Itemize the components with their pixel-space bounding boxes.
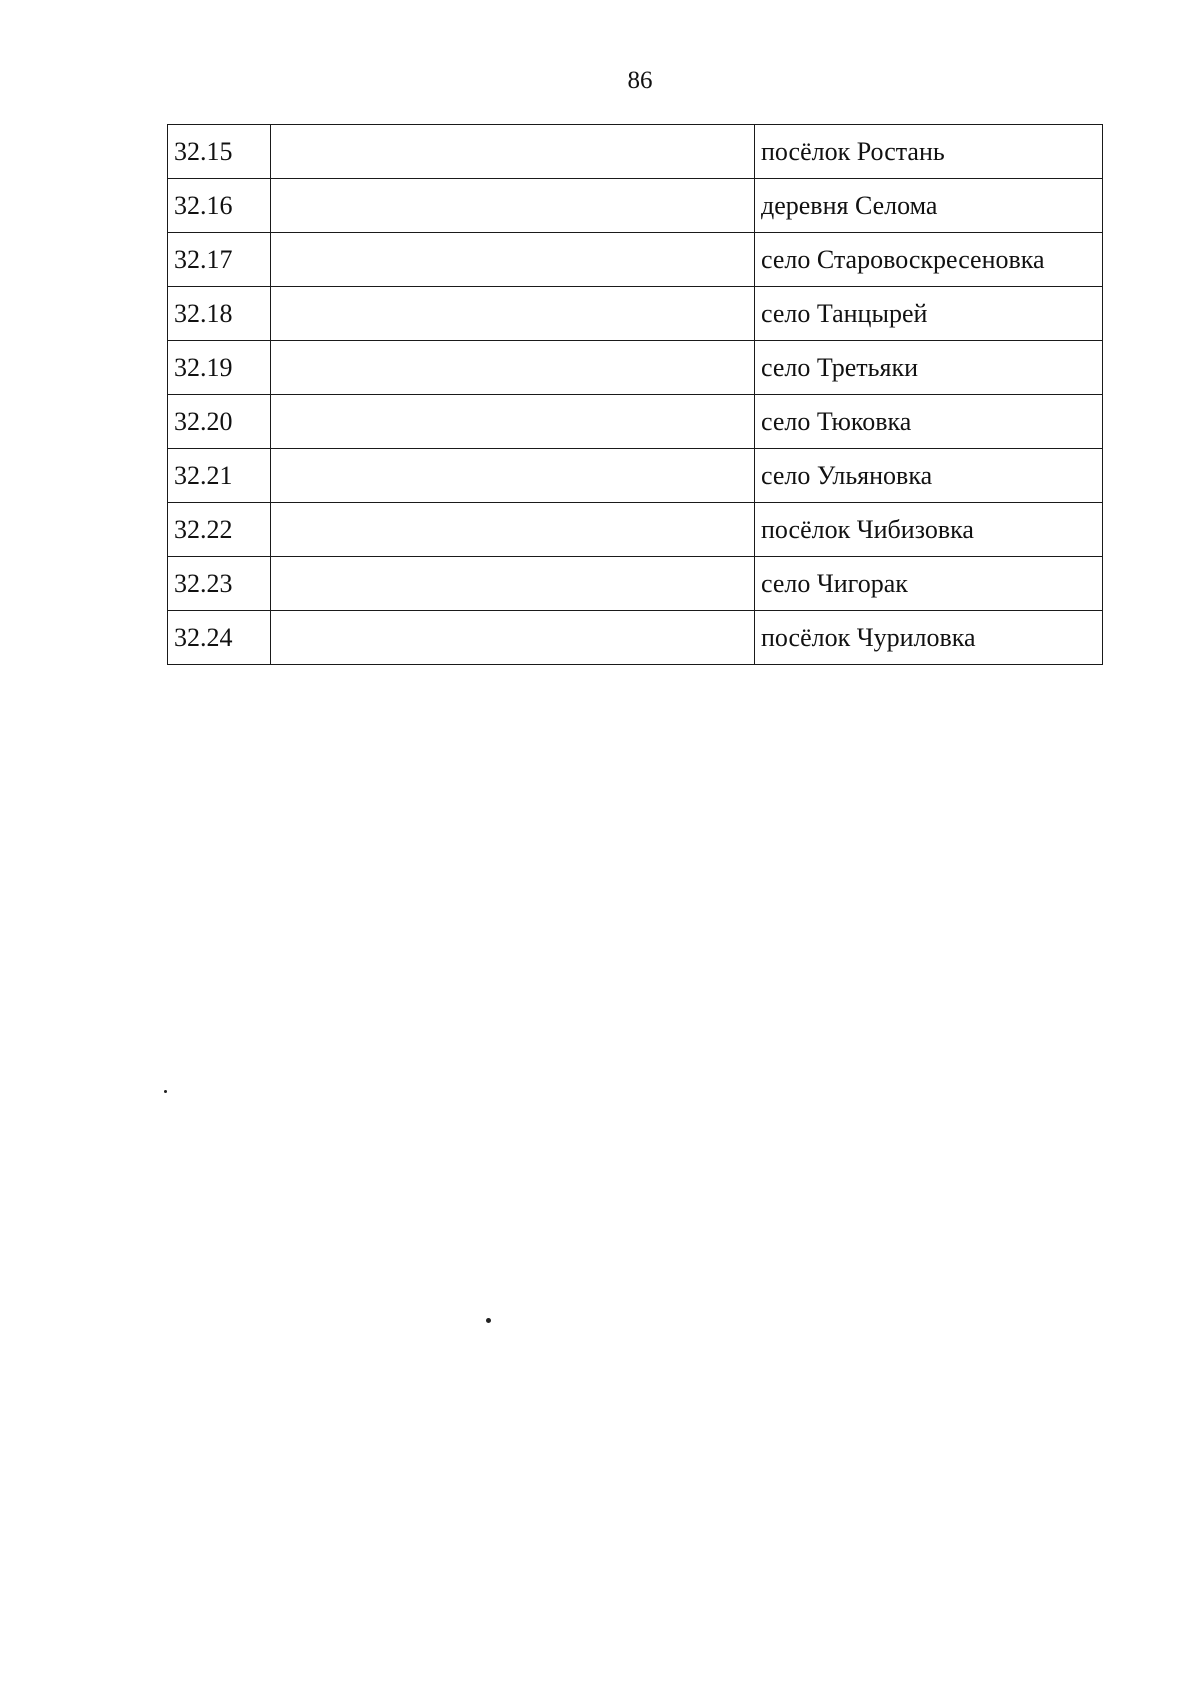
row-number-cell: 32.22 [168, 503, 271, 557]
table-row [168, 611, 1103, 665]
settlement-name-cell: село Тюковка [755, 395, 1103, 449]
empty-cell [271, 611, 755, 665]
settlements-table [167, 124, 1103, 665]
empty-cell [271, 341, 755, 395]
scan-speck [486, 1318, 491, 1323]
settlement-name-cell: село Третьяки [755, 341, 1103, 395]
empty-cell [271, 287, 755, 341]
table-row [168, 179, 1103, 233]
settlement-name-cell: село Ульяновка [755, 449, 1103, 503]
scan-speck [164, 1090, 167, 1093]
row-number-cell: 32.17 [168, 233, 271, 287]
empty-cell [271, 449, 755, 503]
empty-cell [271, 179, 755, 233]
table-row [168, 125, 1103, 179]
row-number-cell: 32.21 [168, 449, 271, 503]
table-row [168, 449, 1103, 503]
settlement-name-cell: деревня Селома [755, 179, 1103, 233]
table-row [168, 557, 1103, 611]
settlement-name-cell: село Танцырей [755, 287, 1103, 341]
settlement-name-cell: посёлок Чуриловка [755, 611, 1103, 665]
table-row [168, 341, 1103, 395]
empty-cell [271, 557, 755, 611]
row-number-cell: 32.16 [168, 179, 271, 233]
row-number-cell: 32.15 [168, 125, 271, 179]
settlement-name-cell: посёлок Чибизовка [755, 503, 1103, 557]
row-number-cell: 32.23 [168, 557, 271, 611]
row-number-cell: 32.24 [168, 611, 271, 665]
settlement-name-cell: село Старовоскресеновка [755, 233, 1103, 287]
empty-cell [271, 233, 755, 287]
table-row [168, 395, 1103, 449]
row-number-cell: 32.19 [168, 341, 271, 395]
empty-cell [271, 503, 755, 557]
settlement-name-cell: посёлок Ростань [755, 125, 1103, 179]
empty-cell [271, 125, 755, 179]
row-number-cell: 32.20 [168, 395, 271, 449]
settlement-name-cell: село Чигорак [755, 557, 1103, 611]
page-number: 86 [627, 67, 653, 94]
row-number-cell: 32.18 [168, 287, 271, 341]
empty-cell [271, 395, 755, 449]
table-row [168, 233, 1103, 287]
table-row [168, 503, 1103, 557]
table-row [168, 287, 1103, 341]
